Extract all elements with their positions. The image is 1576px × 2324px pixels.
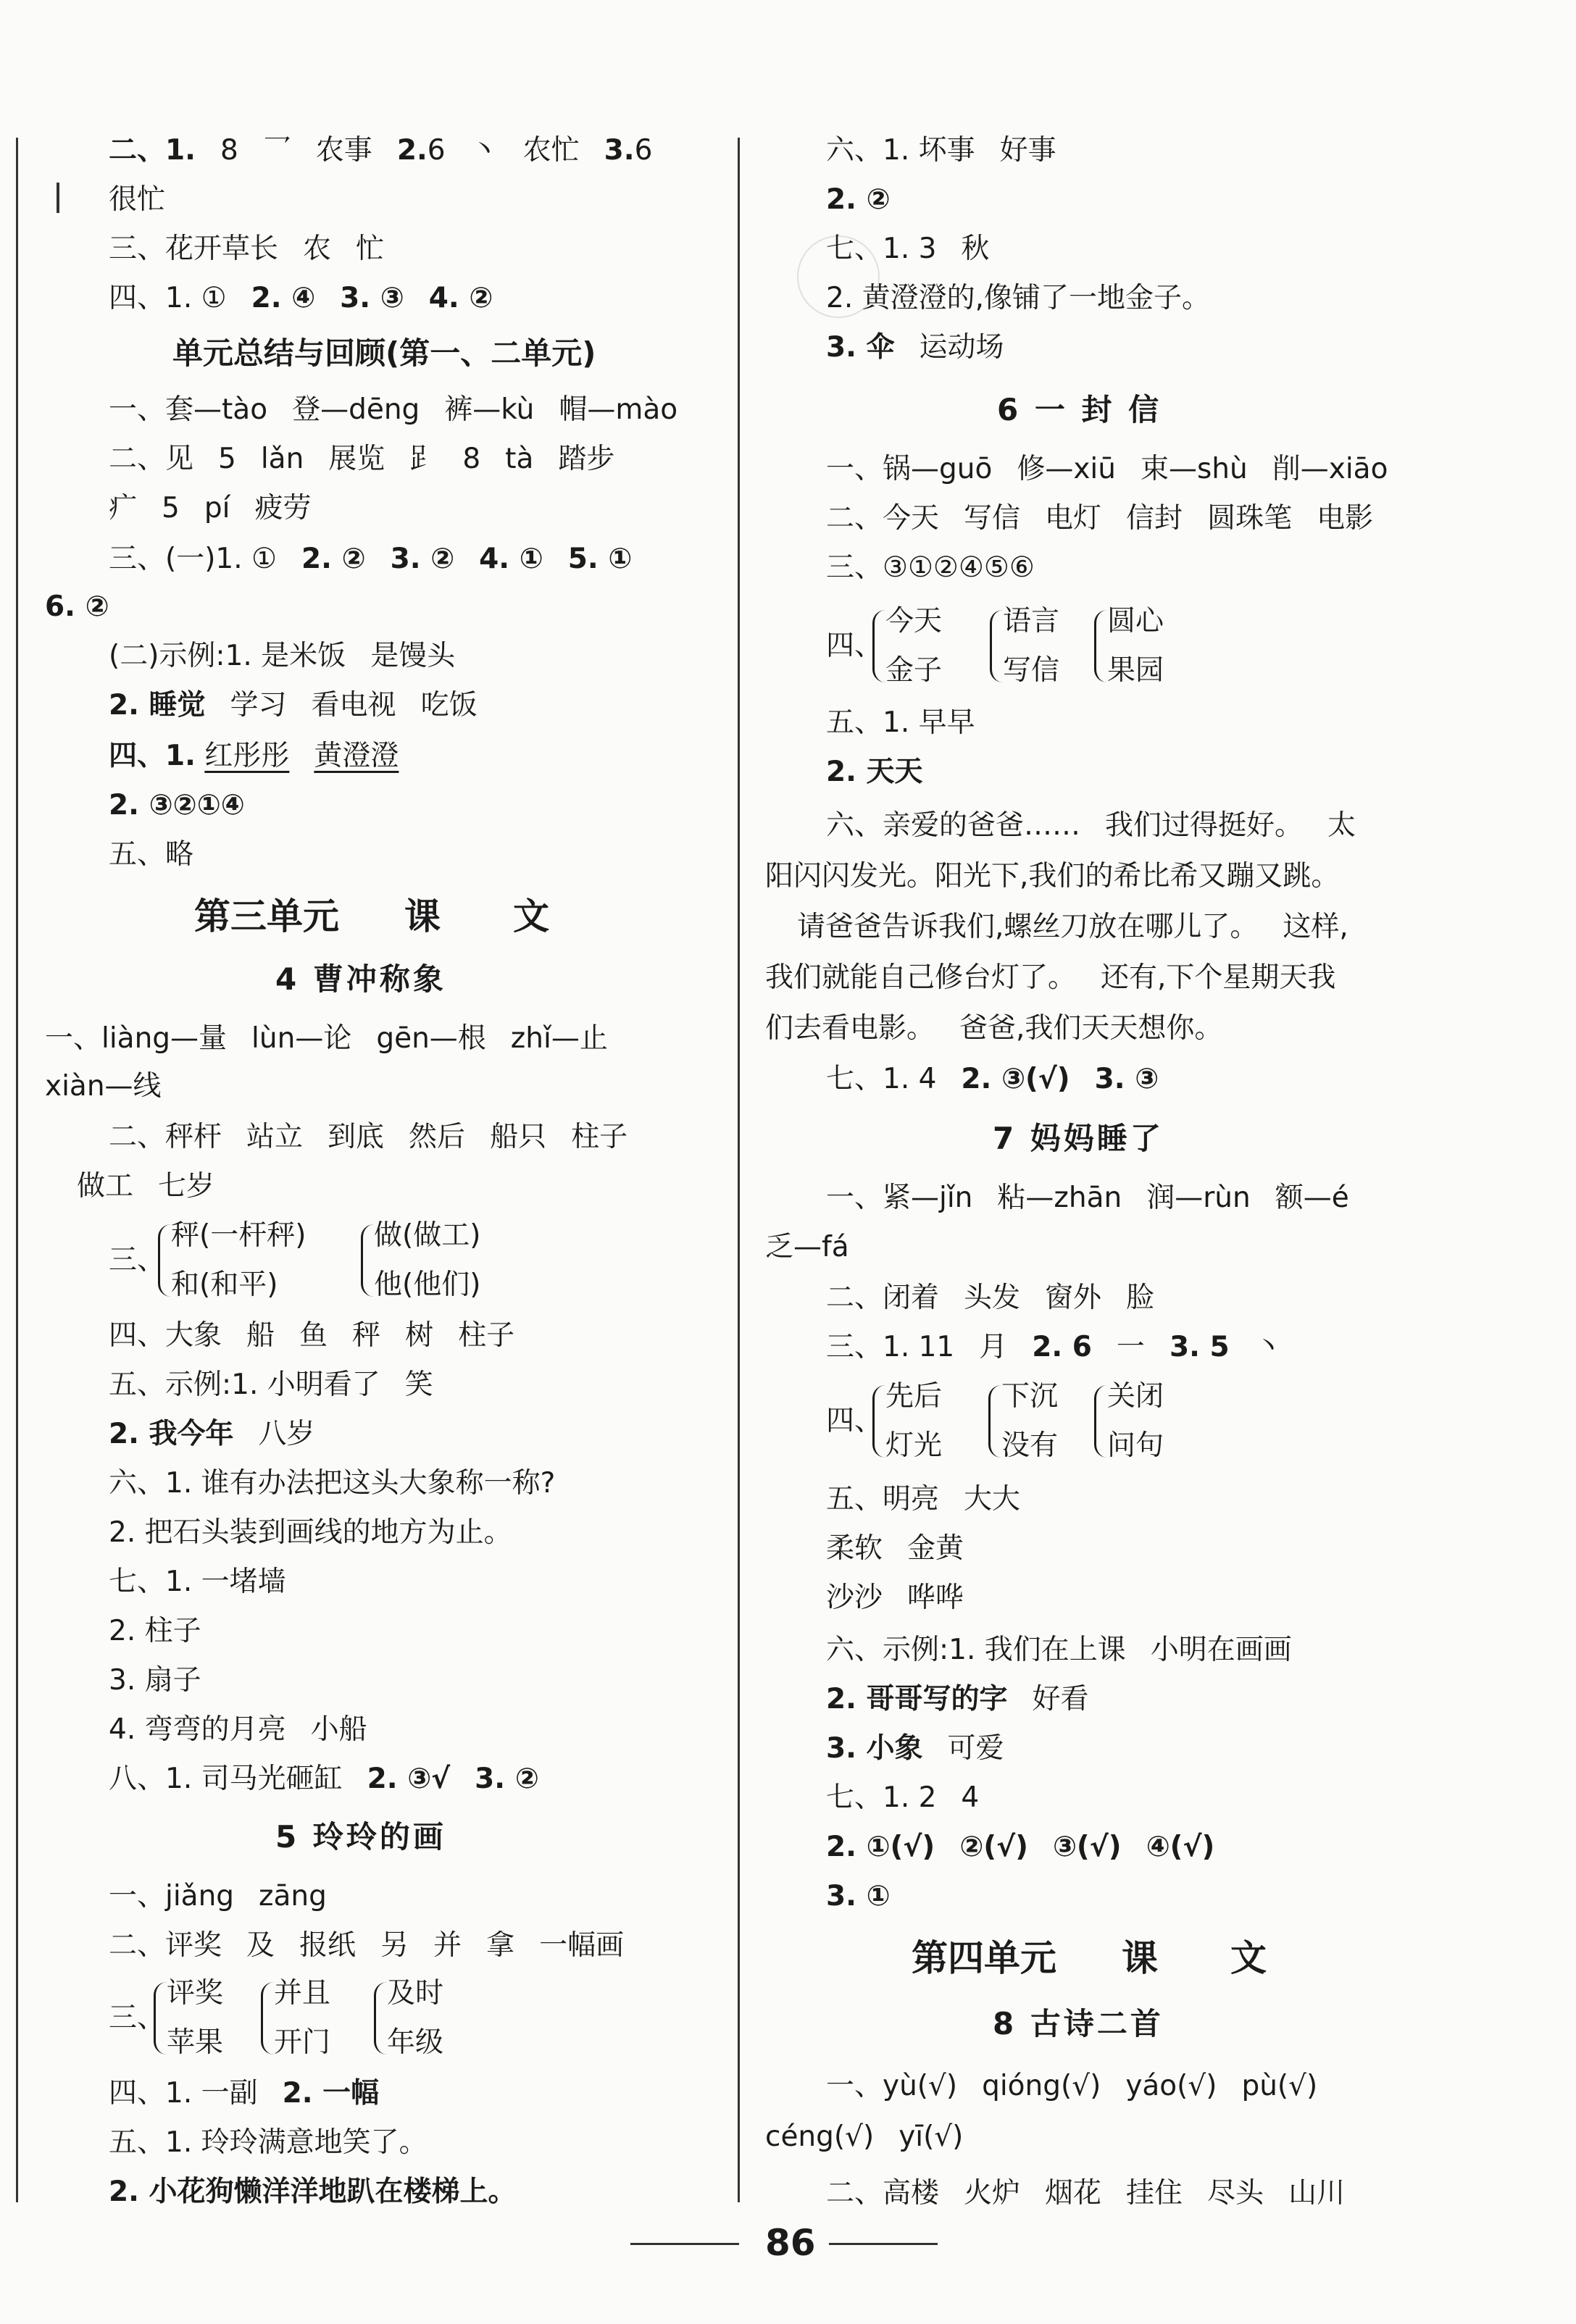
review-line-8: 四、1. 红彤彤 黄澄澄 — [109, 740, 399, 772]
lesson8-title: 8 古诗二首 — [993, 2006, 1164, 2041]
l4-pair-1: 秤(一杆秤) — [171, 1219, 307, 1252]
l5-line-4: 四、1. 一副 2. 一幅 — [109, 2077, 380, 2110]
l6-line-8: 阳闪闪发光。阳光下,我们的希比希又蹦又跳。 — [765, 860, 1340, 893]
l7-line-10: 2. 哥哥写的字 好看 — [826, 1683, 1089, 1715]
unit4-heading: 第四单元 课 文 — [912, 1936, 1267, 1979]
l5-line-2: 二、评奖 及 报纸 另 并 拿 一幅画 — [109, 1929, 625, 1962]
l4-line-8: 2. 我今年 八岁 — [109, 1418, 315, 1450]
l6-line-5: 五、1. 早早 — [826, 706, 975, 739]
l6-pair-3: 语言 — [1003, 605, 1060, 638]
l7-line-5-prefix: 四、 — [826, 1405, 883, 1437]
l6-pair-6: 果园 — [1107, 654, 1164, 687]
right-line-4: 2. 黄澄澄的,像铺了一地金子。 — [826, 282, 1211, 314]
l4-line-15: 八、1. 司马光砸缸 2. ③√ 3. ② — [109, 1763, 539, 1795]
l7-pair-3: 下沉 — [1001, 1380, 1059, 1413]
l7-line-13: 2. ①(√) ②(√) ③(√) ④(√) — [826, 1831, 1215, 1863]
l4-line-12: 2. 柱子 — [109, 1615, 201, 1647]
column-rule-mid — [738, 138, 740, 2202]
l7-line-8: 沙沙 哗哗 — [826, 1581, 964, 1614]
l5-pair-4: 开门 — [274, 2026, 331, 2059]
l6-line-4-prefix: 四、 — [826, 630, 883, 662]
left-line-4: 四、1. ① 2. ④ 3. ③ 4. ② — [109, 282, 493, 314]
right-line-5: 3. 伞 运动场 — [826, 331, 1004, 364]
l7-pair-2: 灯光 — [885, 1429, 943, 1462]
left-line-3: 三、花开草长 农 忙 — [109, 233, 385, 265]
l6-line-1: 一、锅—guō 修—xiū 束—shù 削—xiāo — [826, 453, 1388, 485]
l4-line-14: 4. 弯弯的月亮 小船 — [109, 1713, 367, 1746]
l7-line-4: 三、1. 11 月 2. 6 一 3. 5 丶 — [826, 1331, 1283, 1363]
l5-pair-1: 评奖 — [167, 1977, 224, 2010]
l4-line-7: 五、示例:1. 小明看了 笑 — [109, 1368, 433, 1401]
l7-line-12: 七、1. 2 4 — [826, 1781, 980, 1814]
l7-pair-1: 先后 — [885, 1380, 943, 1413]
l4-pair-3: 做(做工) — [374, 1219, 481, 1252]
review-line-6: (二)示例:1. 是米饭 是馒头 — [109, 640, 456, 672]
l8-line-3: 二、高楼 火炉 烟花 挂住 尽头 山川 — [826, 2177, 1346, 2210]
page-number: 86 — [765, 2222, 816, 2264]
l5-line-6: 2. 小花狗懒洋洋地趴在楼梯上。 — [109, 2175, 517, 2208]
l6-pair-5: 圆心 — [1107, 605, 1164, 638]
l4-line-4: 做工 七岁 — [77, 1170, 215, 1203]
l8-line-2: céng(√) yī(√) — [765, 2120, 964, 2153]
l5-line-3-prefix: 三、 — [109, 2002, 166, 2034]
l5-pair-5: 及时 — [387, 1977, 444, 2010]
l4-pair-4: 他(他们) — [374, 1268, 481, 1301]
l4-line-13: 3. 扇子 — [109, 1664, 201, 1697]
review-line-7: 2. 睡觉 学习 看电视 吃饭 — [109, 689, 478, 722]
l7-pair-6: 问句 — [1107, 1429, 1164, 1462]
l4-line-2: xiàn—线 — [45, 1070, 162, 1103]
footer-rule-left — [630, 2243, 739, 2245]
unit3-heading: 第三单元 课 文 — [194, 895, 549, 937]
l5-pair-3: 并且 — [274, 1977, 331, 2010]
lesson5-title: 5 玲玲的画 — [275, 1819, 446, 1855]
l4-line-3: 二、秤杆 站立 到底 然后 船只 柱子 — [109, 1121, 628, 1153]
l4-line-6: 四、大象 船 鱼 秤 树 柱子 — [109, 1319, 515, 1352]
review-line-5: 6. ② — [45, 590, 109, 623]
l7-line-9: 六、示例:1. 我们在上课 小明在画画 — [826, 1634, 1292, 1666]
l7-line-2: 乏—fá — [765, 1231, 849, 1263]
l5-pair-6: 年级 — [387, 2026, 444, 2059]
l6-pair-1: 今天 — [885, 605, 943, 638]
l4-line-10: 2. 把石头装到画线的地方为止。 — [109, 1516, 512, 1549]
review-line-10: 五、略 — [109, 838, 194, 871]
l6-line-12: 七、1. 4 2. ③(√) 3. ③ — [826, 1063, 1159, 1095]
l7-line-11: 3. 小象 可爱 — [826, 1732, 1004, 1765]
l4-line-9: 六、1. 谁有办法把这头大象称一称? — [109, 1467, 556, 1500]
left-line-2: 很忙 — [109, 183, 166, 216]
l7-pair-4: 没有 — [1001, 1429, 1059, 1462]
column-rule-left — [16, 138, 18, 2202]
l6-line-9: 请爸爸告诉我们,螺丝刀放在哪儿了。 这样, — [797, 911, 1348, 943]
l7-pair-5: 关闭 — [1107, 1380, 1164, 1413]
l4-line-11: 七、1. 一堵墙 — [109, 1566, 286, 1598]
l5-line-1: 一、jiǎng zāng — [109, 1880, 327, 1913]
review-line-3: 疒 5 pí 疲劳 — [109, 492, 312, 524]
l4-line-5-prefix: 三、 — [109, 1244, 166, 1276]
l6-line-3: 三、③①②④⑤⑥ — [826, 551, 1035, 584]
l7-line-14: 3. ① — [826, 1880, 891, 1913]
l8-line-1: 一、yù(√) qióng(√) yáo(√) pù(√) — [826, 2070, 1318, 2102]
lesson6-title: 6 一 封 信 — [997, 392, 1162, 427]
review-title: 单元总结与回顾(第一、二单元) — [172, 335, 596, 371]
l7-line-7: 柔软 金黄 — [826, 1532, 964, 1565]
l6-pair-4: 写信 — [1003, 654, 1060, 687]
review-line-4: 三、(一)1. ① 2. ② 3. ② 4. ① 5. ① — [109, 543, 633, 575]
l5-line-5: 五、1. 玲玲满意地笑了。 — [109, 2126, 428, 2159]
lesson4-title: 4 曹冲称象 — [275, 961, 446, 997]
l7-line-1: 一、紧—jǐn 粘—zhān 润—rùn 额—é — [826, 1182, 1349, 1214]
l6-line-7: 六、亲爱的爸爸…… 我们过得挺好。 太 — [826, 809, 1356, 842]
l4-line-1: 一、liàng—量 lùn—论 gēn—根 zhǐ—止 — [45, 1022, 608, 1055]
l5-pair-2: 苹果 — [167, 2026, 224, 2059]
l7-line-6: 五、明亮 大大 — [826, 1483, 1021, 1516]
l6-line-6: 2. 天天 — [826, 756, 923, 788]
l6-line-11: 们去看电影。 爸爸,我们天天想你。 — [765, 1012, 1223, 1045]
right-line-2: 2. ② — [826, 183, 891, 216]
l6-line-2: 二、今天 写信 电灯 信封 圆珠笔 电影 — [826, 502, 1374, 535]
footer-rule-right — [829, 2243, 938, 2245]
l7-line-3: 二、闭着 头发 窗外 脸 — [826, 1282, 1155, 1314]
review-line-1: 一、套—tào 登—dēng 裤—kù 帽—mào — [109, 393, 678, 426]
review-line-2: 二、见 5 lǎn 展览 𧾷 8 tà 踏步 — [109, 443, 615, 475]
l4-pair-2: 和(和平) — [171, 1268, 278, 1301]
l6-pair-2: 金子 — [885, 654, 943, 687]
l6-line-10: 我们就能自己修台灯了。 还有,下个星期天我 — [765, 961, 1336, 994]
left-line-1: 二、1. 8 乛 农事 2.6 丶 农忙 3.6 — [109, 134, 653, 167]
lesson7-title: 7 妈妈睡了 — [993, 1121, 1164, 1156]
review-line-9: 2. ③②①④ — [109, 789, 245, 822]
right-line-3: 七、1. 3 秋 — [826, 233, 990, 265]
right-line-1: 六、1. 坏事 好事 — [826, 134, 1056, 167]
margin-tick — [57, 183, 59, 213]
